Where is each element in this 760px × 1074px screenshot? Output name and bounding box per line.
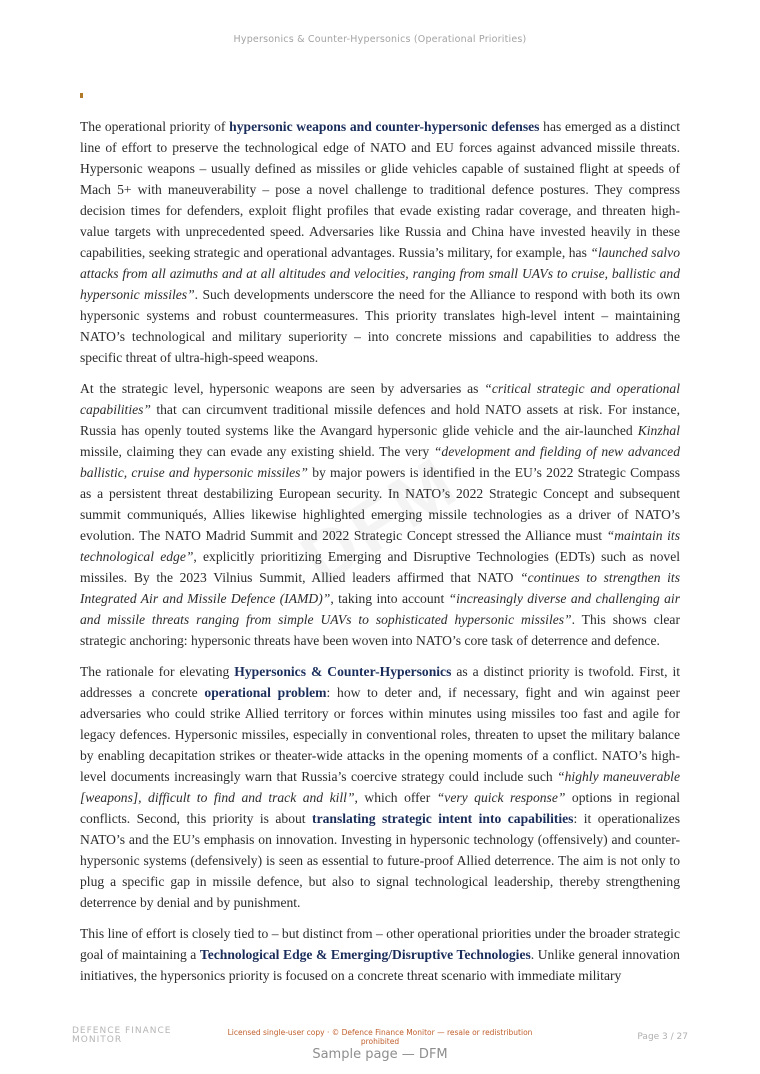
license-line-2: prohibited xyxy=(360,1037,400,1046)
quote: “increasingly diverse and challenging air and missile threats ranging from simple UAVs to sophisticated hypersonic missiles” xyxy=(80,591,680,627)
italic-term: Kinzhal xyxy=(637,423,680,438)
sample-label: Sample page — DFM xyxy=(312,1047,448,1062)
page-number: Page 3 / 27 xyxy=(637,1032,688,1042)
text-run: , which offer xyxy=(354,790,437,805)
quote: “critical strategic and operational capabilities” xyxy=(80,381,680,417)
brand-line-2: MONITOR xyxy=(72,1035,123,1045)
footer-brand xyxy=(72,1027,212,1045)
text-run: that can circumvent traditional missile defences and hold NATO assets at risk. For instance, Russia has openly touted systems like the Avangard hypersonic glide vehicle and the air-launched xyxy=(80,402,680,438)
text-run: options in regional conflicts. Second, this priority is about xyxy=(80,790,680,826)
text-run: . Unlike general innovation initiatives, the hypersonics priority is focused on a concrete threat scenario with immediate military xyxy=(80,947,680,983)
paragraph-1 xyxy=(80,116,680,368)
text-run: . This shows clear strategic anchoring: hypersonic threats have been woven into NATO’s core task of deterrence and defence. xyxy=(80,612,680,648)
quote: “development and fielding of new advanced ballistic, cruise and hypersonic missiles” xyxy=(80,444,680,480)
bold-term: operational problem xyxy=(204,685,327,700)
text-run: by major powers is identified in the EU’s 2022 Strategic Compass as a persistent threat destabilizing European security. In NATO’s 2022 Strategic Concept and subsequent summit communiqués, Allies likewise highlighted emerging missile technologies as a driver of NATO’s evolution. The NATO Madrid Summit and 2022 Strategic Concept stressed the Alliance must xyxy=(80,465,680,543)
text-run: , explicitly prioritizing Emerging and Disruptive Technologies (EDTs) such as novel missiles. By the 2023 Vilnius Summit, Allied leaders affirmed that NATO xyxy=(80,549,681,585)
text-run: The operational priority of xyxy=(80,119,230,134)
text-run: : how to deter and, if necessary, fight and win against peer adversaries who could strike Allied territory or forces within minutes using missiles too fast and agile for legacy defences. Hypersonic missiles, especially in conventional roles, threaten to upset the military balance by enabling decapitation strikes or theater-wide attacks in the opening moments of a conflict. NATO’s high-level documents increasingly warn that Russia’s coercive strategy could include such xyxy=(80,685,680,784)
text-run: missile, claiming they can evade any existing shield. The very xyxy=(80,444,434,459)
body-text xyxy=(80,116,680,996)
running-header: Hypersonics & Counter-Hypersonics (Operational Priorities) xyxy=(233,34,527,45)
paragraph-4 xyxy=(80,923,680,986)
quote: “maintain its technological edge” xyxy=(80,528,681,564)
bold-term: hypersonic weapons and counter-hypersonic defenses xyxy=(229,119,540,134)
license-line-1: Licensed single-user copy · © Defence Finance Monitor — resale or redistribution xyxy=(227,1028,533,1037)
paragraph-2 xyxy=(80,378,680,651)
text-run: has emerged as a distinct line of effort to preserve the technological edge of NATO and EU forces against advanced missile threats. Hypersonic weapons – usually defined as missiles or glide vehicles capable of sustained flight at speeds of Mach 5+ with maneuverability – pose a novel challenge to traditional defence postures. They compress decision times for defenders, exploit flight profiles that evade existing radar coverage, and threaten high-value targets with unprecedented speed. Adversaries like Russia and China have invested heavily in these capabilities, seeking strategic and operational advantages. Russia’s military, for example, has xyxy=(80,119,680,260)
text-run: At the strategic level, hypersonic weapons are seen by adversaries as xyxy=(80,381,485,396)
section-marker xyxy=(80,93,83,98)
text-run: as a distinct priority is twofold. First, it addresses a concrete xyxy=(80,664,680,700)
quote: “highly maneuverable [weapons], difficult to find and track and kill” xyxy=(80,769,680,805)
text-run: . Such developments underscore the need for the Alliance to respond with both its own hypersonic systems and robust countermeasures. This priority translates high-level intent – maintaining NATO’s technological and military superiority – into concrete missions and capabilities to address the specific threat of ultra-high-speed weapons. xyxy=(80,287,681,365)
bold-term: translating strategic intent into capabilities xyxy=(312,811,574,826)
paragraph-3 xyxy=(80,661,680,913)
quote: “very quick response” xyxy=(436,790,566,805)
text-run: , taking into account xyxy=(330,591,449,606)
text-run: : it operationalizes NATO’s and the EU’s emphasis on innovation. Investing in hypersonic technology (offensively) and counter-hypersonic systems (defensively) is seen as essential to future-proof Allied deterrence. The aim is not only to plug a specific gap in missile defence, but also to signal technological leadership, thereby strengthening deterrence by denial and by punishment. xyxy=(80,811,681,910)
bold-term: Hypersonics & Counter-Hypersonics xyxy=(234,664,452,679)
brand-line-1: DEFENCE FINANCE xyxy=(72,1026,172,1036)
text-run: The rationale for elevating xyxy=(80,664,235,679)
quote: “continues to strengthen its Integrated Air and Missile Defence (IAMD)” xyxy=(80,570,681,606)
bold-term: Technological Edge & Emerging/Disruptive Technologies xyxy=(199,947,531,962)
license-notice xyxy=(220,1028,540,1046)
text-run: This line of effort is closely tied to – but distinct from – other operational priorities under the broader strategic goal of maintaining a xyxy=(80,926,680,962)
quote: “launched salvo attacks from all azimuths and at all altitudes and velocities, ranging from small UAVs to cruise, ballistic and hypersonic missiles” xyxy=(80,245,680,302)
